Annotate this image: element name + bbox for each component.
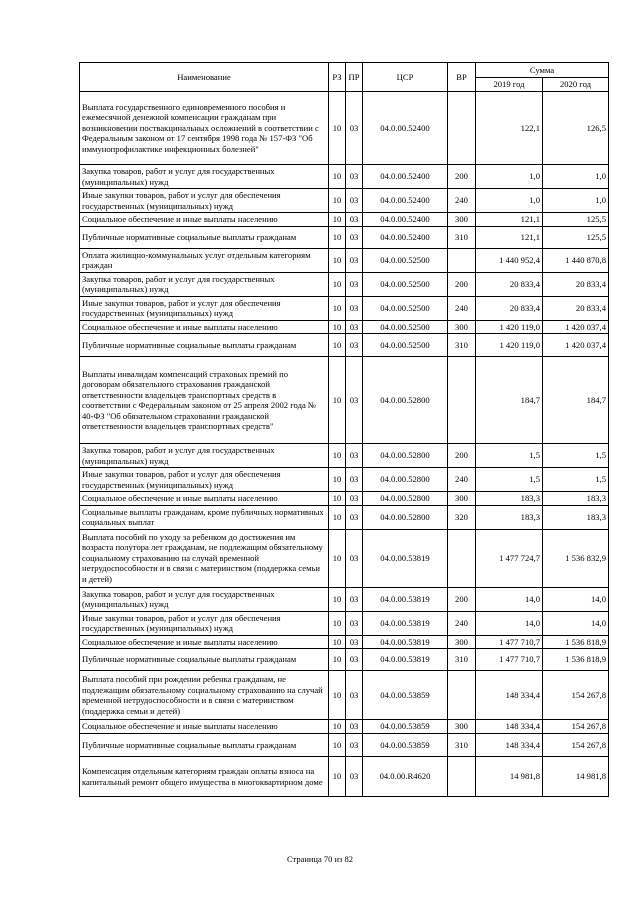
row-2020: 154 267,8: [543, 734, 609, 757]
row-2020: 184,7: [543, 357, 609, 444]
header-sum: Сумма: [476, 63, 609, 78]
row-rz: 10: [329, 757, 346, 797]
row-pr: 03: [346, 272, 363, 296]
row-pr: 03: [346, 649, 363, 671]
row-csr: 04.0.00.52500: [363, 334, 448, 357]
row-name: Иные закупки товаров, работ и услуг для обеспечения государственных (муниципальных) нужд: [80, 468, 329, 492]
row-2019: 148 334,4: [476, 734, 543, 757]
row-name: Иные закупки товаров, работ и услуг для обеспечения государственных (муниципальных) нужд: [80, 189, 329, 213]
row-pr: 03: [346, 505, 363, 529]
row-csr: 04.0.00.52800: [363, 492, 448, 506]
table-row: [80, 357, 609, 444]
row-csr: 04.0.00.52800: [363, 357, 448, 444]
row-2020: 1 536 818,9: [543, 649, 609, 671]
table-row: [80, 189, 609, 213]
row-vr: 300: [448, 720, 476, 734]
row-csr: 04.0.00.52400: [363, 213, 448, 227]
row-2020: 14,0: [543, 587, 609, 611]
row-2020: 154 267,8: [543, 720, 609, 734]
row-rz: 10: [329, 320, 346, 334]
row-csr: 04.0.00.52800: [363, 444, 448, 468]
table-row: [80, 611, 609, 635]
row-name: Закупка товаров, работ и услуг для государственных (муниципальных) нужд: [80, 444, 329, 468]
table-row: [80, 213, 609, 227]
row-name: Закупка товаров, работ и услуг для государственных (муниципальных) нужд: [80, 587, 329, 611]
row-rz: 10: [329, 357, 346, 444]
row-rz: 10: [329, 492, 346, 506]
row-rz: 10: [329, 587, 346, 611]
row-2020: 1 420 037,4: [543, 334, 609, 357]
row-2020: 1 420 037,4: [543, 320, 609, 334]
row-name: Выплата пособий при рождении ребенка гражданам, не подлежащим обязательному социальному страхованию на случай временной нетрудоспособности и в связи с материнством (поддержка семьи и детей): [80, 671, 329, 720]
table-row: [80, 734, 609, 757]
row-pr: 03: [346, 734, 363, 757]
row-vr: [448, 529, 476, 587]
row-2020: 154 267,8: [543, 671, 609, 720]
header-vr: ВР: [448, 63, 476, 92]
row-name: Иные закупки товаров, работ и услуг для обеспечения государственных (муниципальных) нужд: [80, 296, 329, 320]
row-name: Выплаты инвалидам компенсаций страховых премий по договорам обязательного страхования гражданской ответственности владельцев транспортных средств в соответствии с Федеральным законом от 25 апреля 2002 года № 40-ФЗ "Об обязательном страховании гражданской ответственности владельцев транспортных средств": [80, 357, 329, 444]
row-vr: 240: [448, 296, 476, 320]
row-vr: 200: [448, 165, 476, 189]
row-pr: 03: [346, 492, 363, 506]
row-vr: 200: [448, 272, 476, 296]
row-csr: 04.0.00.52500: [363, 320, 448, 334]
row-2020: 1,5: [543, 444, 609, 468]
row-csr: 04.0.00.53819: [363, 611, 448, 635]
row-vr: 240: [448, 468, 476, 492]
row-pr: 03: [346, 213, 363, 227]
row-name: Выплата пособий по уходу за ребенком до достижения им возраста полутора лет гражданам, не подлежащим обязательному социальному страхованию на случай временной нетрудоспособности и в связи с материнством (поддержка семьи и детей): [80, 529, 329, 587]
table-row: [80, 505, 609, 529]
row-2019: 20 833,4: [476, 296, 543, 320]
header-2020: 2020 год: [543, 78, 609, 92]
row-pr: 03: [346, 165, 363, 189]
row-2019: 122,1: [476, 92, 543, 165]
row-vr: 240: [448, 611, 476, 635]
row-vr: 310: [448, 226, 476, 248]
row-2020: 1 536 818,9: [543, 635, 609, 649]
table-row: [80, 248, 609, 272]
row-name: Закупка товаров, работ и услуг для государственных (муниципальных) нужд: [80, 272, 329, 296]
row-2020: 20 833,4: [543, 272, 609, 296]
row-2019: 1 420 119,0: [476, 334, 543, 357]
row-2020: 14 981,8: [543, 757, 609, 797]
row-rz: 10: [329, 671, 346, 720]
budget-table: [79, 62, 609, 797]
row-csr: 04.0.00.53819: [363, 529, 448, 587]
table-row: [80, 165, 609, 189]
row-2020: 14,0: [543, 611, 609, 635]
row-2019: 1,0: [476, 189, 543, 213]
row-pr: 03: [346, 248, 363, 272]
row-csr: 04.0.00.53859: [363, 720, 448, 734]
row-csr: 04.0.00.52500: [363, 272, 448, 296]
row-csr: 04.0.00.52800: [363, 505, 448, 529]
row-2019: 184,7: [476, 357, 543, 444]
row-vr: [448, 757, 476, 797]
row-rz: 10: [329, 248, 346, 272]
row-vr: 240: [448, 189, 476, 213]
table-row: [80, 320, 609, 334]
row-vr: 300: [448, 492, 476, 506]
table-row: [80, 649, 609, 671]
row-name: Оплата жилищно-коммунальных услуг отдельным категориям граждан: [80, 248, 329, 272]
row-rz: 10: [329, 635, 346, 649]
header-name: Наименование: [80, 63, 329, 92]
row-csr: 04.0.00.52500: [363, 296, 448, 320]
header-pr: ПР: [346, 63, 363, 92]
row-vr: 310: [448, 334, 476, 357]
row-2019: 14,0: [476, 587, 543, 611]
row-pr: 03: [346, 334, 363, 357]
table-row: [80, 444, 609, 468]
table-row: [80, 757, 609, 797]
row-rz: 10: [329, 334, 346, 357]
row-rz: 10: [329, 213, 346, 227]
row-pr: 03: [346, 357, 363, 444]
row-2020: 1,0: [543, 165, 609, 189]
table-row: [80, 720, 609, 734]
row-2019: 121,1: [476, 226, 543, 248]
table-row: [80, 587, 609, 611]
row-rz: 10: [329, 468, 346, 492]
row-rz: 10: [329, 189, 346, 213]
row-2019: 1 420 119,0: [476, 320, 543, 334]
row-2019: 1 477 724,7: [476, 529, 543, 587]
row-rz: 10: [329, 505, 346, 529]
table-row: [80, 296, 609, 320]
row-2019: 183,3: [476, 492, 543, 506]
row-2020: 125,5: [543, 226, 609, 248]
row-rz: 10: [329, 720, 346, 734]
row-csr: 04.0.00.53819: [363, 587, 448, 611]
header-2019: 2019 год: [476, 78, 543, 92]
row-pr: 03: [346, 226, 363, 248]
row-2019: 148 334,4: [476, 720, 543, 734]
row-vr: 310: [448, 734, 476, 757]
table-row: [80, 334, 609, 357]
page-number: Страница 70 из 82: [286, 854, 354, 864]
row-csr: 04.0.00.52400: [363, 165, 448, 189]
row-rz: 10: [329, 611, 346, 635]
row-pr: 03: [346, 468, 363, 492]
table-row: [80, 492, 609, 506]
header-rz: РЗ: [329, 63, 346, 92]
row-pr: 03: [346, 296, 363, 320]
table-row: [80, 468, 609, 492]
row-name: Публичные нормативные социальные выплаты гражданам: [80, 334, 329, 357]
row-name: Социальное обеспечение и иные выплаты населению: [80, 492, 329, 506]
table-row: [80, 226, 609, 248]
row-pr: 03: [346, 320, 363, 334]
row-2020: 20 833,4: [543, 296, 609, 320]
row-2019: 1,5: [476, 468, 543, 492]
row-vr: 200: [448, 587, 476, 611]
row-vr: [448, 248, 476, 272]
row-vr: [448, 357, 476, 444]
row-name: Публичные нормативные социальные выплаты гражданам: [80, 649, 329, 671]
row-pr: 03: [346, 671, 363, 720]
row-pr: 03: [346, 757, 363, 797]
row-2020: 183,3: [543, 505, 609, 529]
row-csr: 04.0.00.52400: [363, 189, 448, 213]
row-2020: 1,0: [543, 189, 609, 213]
table-row: [80, 671, 609, 720]
header-csr: ЦСР: [363, 63, 448, 92]
table-body: [80, 92, 609, 797]
row-2019: 1 477 710,7: [476, 635, 543, 649]
row-2020: 1 440 870,8: [543, 248, 609, 272]
row-2019: 1,0: [476, 165, 543, 189]
row-vr: 300: [448, 635, 476, 649]
table-row: [80, 272, 609, 296]
row-name: Социальное обеспечение и иные выплаты населению: [80, 213, 329, 227]
row-2019: 1,5: [476, 444, 543, 468]
row-name: Социальные выплаты гражданам, кроме публичных нормативных социальных выплат: [80, 505, 329, 529]
row-name: Социальное обеспечение и иные выплаты населению: [80, 635, 329, 649]
row-2019: 14 981,8: [476, 757, 543, 797]
row-2019: 20 833,4: [476, 272, 543, 296]
row-vr: 300: [448, 320, 476, 334]
row-vr: 310: [448, 649, 476, 671]
row-name: Социальное обеспечение и иные выплаты населению: [80, 720, 329, 734]
row-pr: 03: [346, 635, 363, 649]
row-2019: 1 477 710,7: [476, 649, 543, 671]
row-2019: 14,0: [476, 611, 543, 635]
row-pr: 03: [346, 444, 363, 468]
row-name: Закупка товаров, работ и услуг для государственных (муниципальных) нужд: [80, 165, 329, 189]
row-vr: 320: [448, 505, 476, 529]
row-2019: 183,3: [476, 505, 543, 529]
row-rz: 10: [329, 444, 346, 468]
row-name: Публичные нормативные социальные выплаты гражданам: [80, 226, 329, 248]
row-csr: 04.0.00.R4620: [363, 757, 448, 797]
row-pr: 03: [346, 189, 363, 213]
table-row: [80, 92, 609, 165]
row-vr: 200: [448, 444, 476, 468]
row-csr: 04.0.00.52500: [363, 248, 448, 272]
row-rz: 10: [329, 296, 346, 320]
row-name: Иные закупки товаров, работ и услуг для обеспечения государственных (муниципальных) нужд: [80, 611, 329, 635]
row-csr: 04.0.00.53819: [363, 635, 448, 649]
row-rz: 10: [329, 92, 346, 165]
row-vr: [448, 92, 476, 165]
row-name: Выплата государственного единовременного пособия и ежемесячной денежной компенсации гражданам при возникновении поствакцинальных осложнений в соответствии с Федеральным законом от 17 сентября 1998 года № 157-ФЗ "Об иммунопрофилактике инфекционных болезней": [80, 92, 329, 165]
row-rz: 10: [329, 649, 346, 671]
row-rz: 10: [329, 226, 346, 248]
row-rz: 10: [329, 529, 346, 587]
table-row: [80, 635, 609, 649]
row-csr: 04.0.00.53859: [363, 671, 448, 720]
row-csr: 04.0.00.52800: [363, 468, 448, 492]
row-2020: 125,5: [543, 213, 609, 227]
row-2019: 121,1: [476, 213, 543, 227]
row-pr: 03: [346, 587, 363, 611]
row-rz: 10: [329, 272, 346, 296]
row-rz: 10: [329, 734, 346, 757]
row-pr: 03: [346, 611, 363, 635]
row-2020: 1 536 832,9: [543, 529, 609, 587]
row-vr: [448, 671, 476, 720]
row-2020: 1,5: [543, 468, 609, 492]
row-csr: 04.0.00.53859: [363, 734, 448, 757]
row-name: Социальное обеспечение и иные выплаты населению: [80, 320, 329, 334]
row-2020: 126,5: [543, 92, 609, 165]
row-pr: 03: [346, 720, 363, 734]
row-csr: 04.0.00.53819: [363, 649, 448, 671]
row-name: Компенсация отдельным категориям граждан оплаты взноса на капитальный ремонт общего имущества в многоквартирном доме: [80, 757, 329, 797]
row-2019: 1 440 952,4: [476, 248, 543, 272]
row-2020: 183,3: [543, 492, 609, 506]
table-row: [80, 529, 609, 587]
row-pr: 03: [346, 529, 363, 587]
row-pr: 03: [346, 92, 363, 165]
row-rz: 10: [329, 165, 346, 189]
row-vr: 300: [448, 213, 476, 227]
row-csr: 04.0.00.52400: [363, 92, 448, 165]
row-name: Публичные нормативные социальные выплаты гражданам: [80, 734, 329, 757]
row-2019: 148 334,4: [476, 671, 543, 720]
row-csr: 04.0.00.52400: [363, 226, 448, 248]
